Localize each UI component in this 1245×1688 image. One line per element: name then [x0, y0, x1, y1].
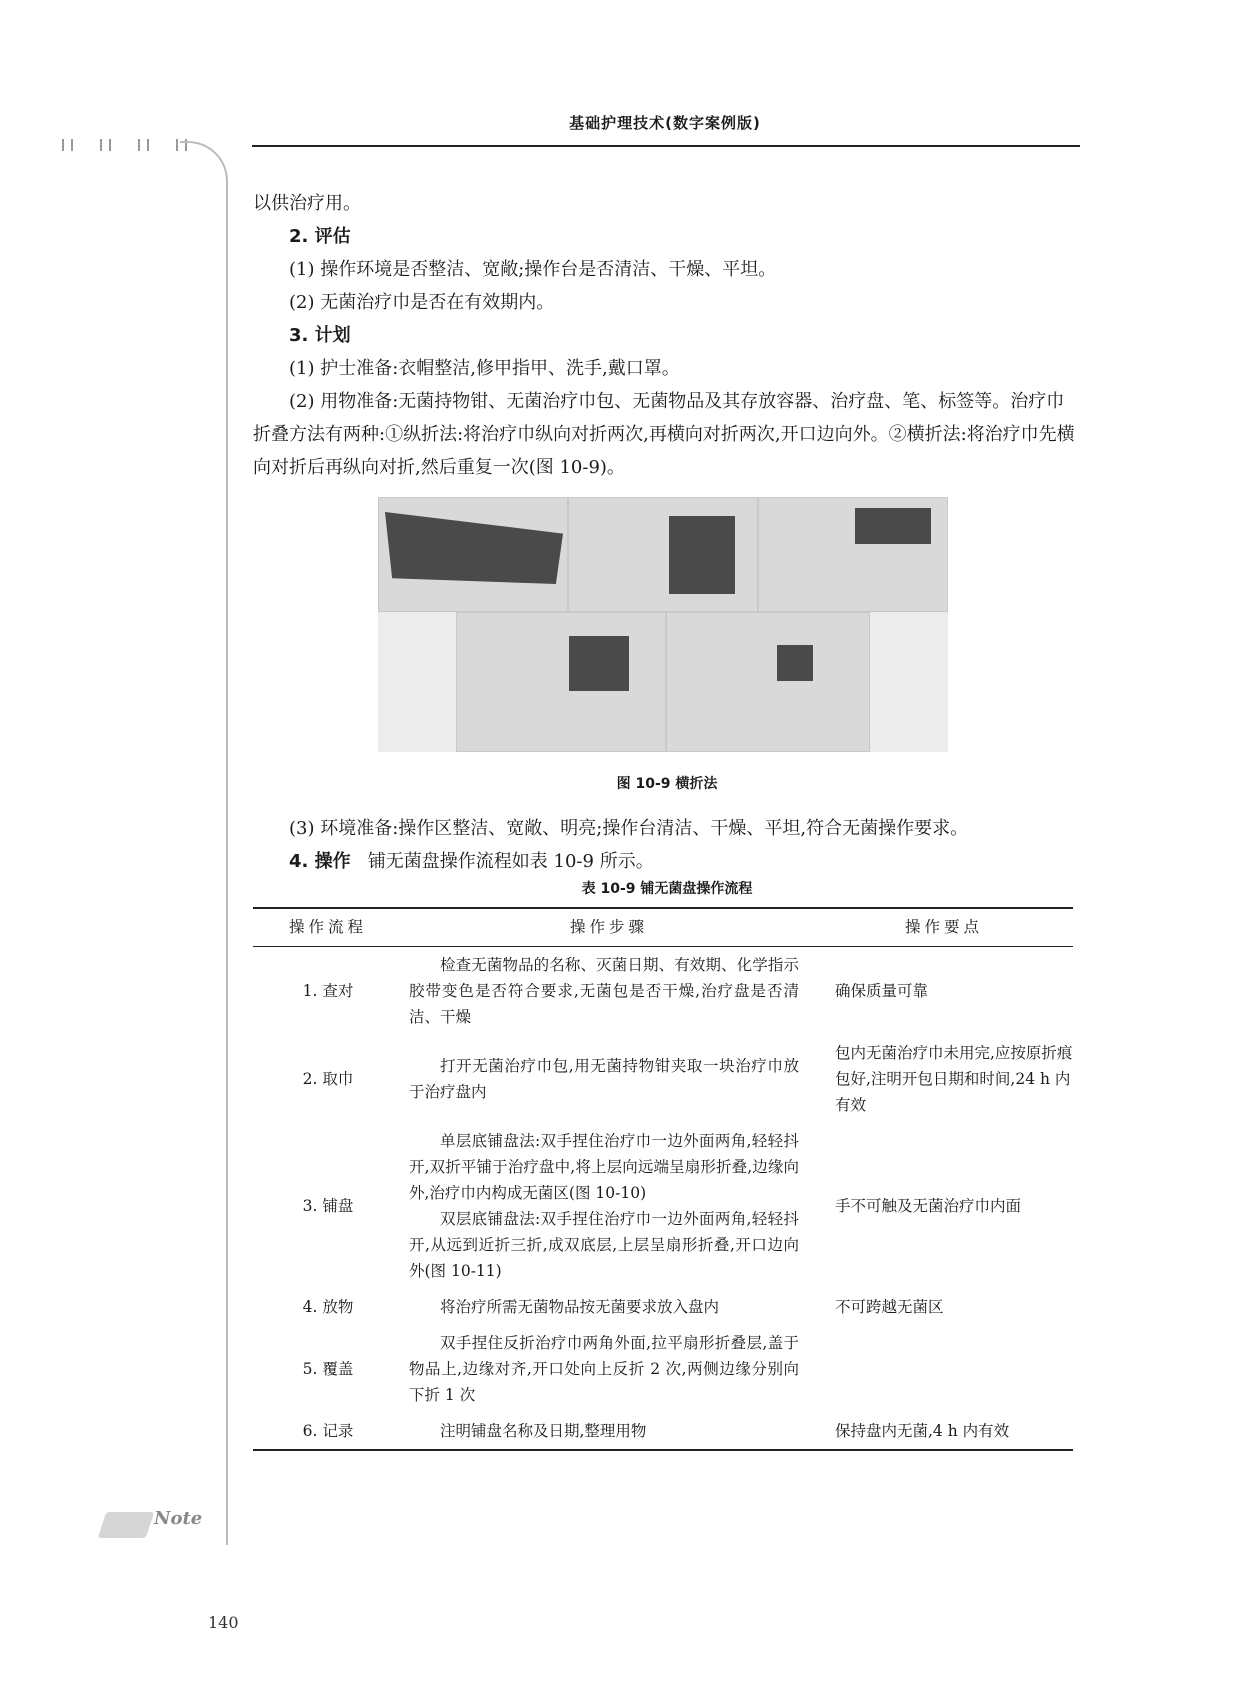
folded-towel [385, 512, 563, 584]
body-text-bottom [253, 812, 1081, 878]
column-header: 操作步骤 [403, 908, 815, 947]
photo-panel [456, 612, 666, 752]
table-row [253, 1289, 1073, 1325]
margin-bar [62, 139, 73, 151]
points-cell: 手不可触及无菌治疗巾内面 [835, 1197, 1022, 1215]
step-text: 注明铺盘名称及日期,整理用物 [440, 1422, 647, 1440]
section-heading-plan: 3. 计划 [289, 325, 351, 346]
operation-intro: 铺无菌盘操作流程如表 10-9 所示。 [367, 851, 654, 872]
flow-cell: 1. 查对 [302, 982, 354, 1000]
steps-cell [403, 1289, 815, 1325]
photo-panel [378, 497, 568, 612]
step-text: 检查无菌物品的名称、灭菌日期、有效期、化学指示胶带变色是否符合要求,无菌包是否干燥,治疗盘是否清洁、干燥 [409, 956, 799, 1026]
steps-cell [403, 947, 815, 1036]
step-text: 单层底铺盘法:双手捏住治疗巾一边外面两角,轻轻抖开,双折平铺于治疗盘中,将上层向远端呈扇形折叠,边缘向外,治疗巾内构成无菌区(图 10-10) [409, 1132, 799, 1202]
figure-caption: 图 10-9 横折法 [616, 776, 718, 792]
steps-cell [403, 1413, 815, 1450]
folded-towel [777, 645, 813, 681]
plan-item: (2) 用物准备:无菌持物钳、无菌治疗巾包、无菌物品及其存放容器、治疗盘、笔、标签等。治疗巾折叠方法有两种:①纵折法:将治疗巾纵向对折两次,再横向对折两次,开口边向外。②横折法:将治疗巾先横向对折后再纵向对折,然后重复一次(图 10-9)。 [253, 391, 1075, 478]
step-text: 将治疗所需无菌物品按无菌要求放入盘内 [440, 1298, 720, 1316]
folded-towel [669, 516, 735, 594]
running-header-title: 基础护理技术(数字案例版) [569, 114, 761, 132]
figure-photo-fold-steps [378, 497, 948, 752]
margin-bar [100, 139, 111, 151]
book-icon [98, 1512, 154, 1538]
points-cell [815, 1325, 1073, 1413]
paragraph-continuation: 以供治疗用。 [253, 193, 361, 214]
table-row [253, 1035, 1073, 1123]
header-rule [252, 145, 1080, 147]
column-header: 操作流程 [253, 908, 403, 947]
section-heading-assessment: 2. 评估 [289, 226, 351, 247]
procedure-table [253, 907, 1073, 1451]
assessment-item: (2) 无菌治疗巾是否在有效期内。 [289, 292, 555, 313]
steps-cell [403, 1325, 815, 1413]
flow-cell: 3. 铺盘 [302, 1197, 354, 1215]
steps-cell [403, 1035, 815, 1123]
plan-item: (1) 护士准备:衣帽整洁,修甲指甲、洗手,戴口罩。 [289, 358, 680, 379]
flow-cell: 6. 记录 [253, 1413, 403, 1450]
margin-line [226, 205, 228, 1545]
folded-towel [855, 508, 931, 544]
table-row [253, 947, 1073, 1036]
points-cell: 保持盘内无菌,4 h 内有效 [815, 1413, 1073, 1450]
note-label: Note [154, 1508, 203, 1529]
table-caption: 表 10-9 铺无菌盘操作流程 [581, 881, 753, 897]
table-row [253, 1123, 1073, 1289]
photo-panel [758, 497, 948, 612]
page-number: 140 [208, 1613, 239, 1632]
body-text-top [253, 187, 1081, 484]
table-header-row [253, 908, 1073, 947]
flow-cell: 5. 覆盖 [302, 1360, 354, 1378]
steps-cell [403, 1123, 815, 1289]
folded-towel [569, 636, 629, 691]
assessment-item: (1) 操作环境是否整洁、宽敞;操作台是否清洁、干燥、平坦。 [289, 259, 777, 280]
step-text: 双层底铺盘法:双手捏住治疗巾一边外面两角,轻轻抖开,从远到近折三折,成双底层,上层呈扇形折叠,开口边向外(图 10-11) [409, 1210, 799, 1280]
photo-panel [568, 497, 758, 612]
table-row [253, 1325, 1073, 1413]
section-heading-operation: 4. 操作 [289, 851, 351, 872]
table-row [253, 1413, 1073, 1450]
flow-cell: 4. 放物 [302, 1298, 354, 1316]
step-text: 打开无菌治疗巾包,用无菌持物钳夹取一块治疗巾放于治疗盘内 [409, 1057, 799, 1101]
margin-bar [138, 139, 149, 151]
points-cell: 确保质量可靠 [835, 982, 929, 1000]
column-header: 操作要点 [815, 908, 1073, 947]
flow-cell: 2. 取巾 [302, 1070, 354, 1088]
step-text: 双手捏住反折治疗巾两角外面,拉平扇形折叠层,盖于物品上,边缘对齐,开口处向上反折 2 次,两侧边缘分别向下折 1 次 [409, 1334, 799, 1404]
points-cell: 不可跨越无菌区 [835, 1298, 944, 1316]
photo-panel [666, 612, 870, 752]
points-cell: 包内无菌治疗巾未用完,应按原折痕包好,注明开包日期和时间,24 h 内有效 [835, 1044, 1073, 1114]
plan-item: (3) 环境准备:操作区整洁、宽敞、明亮;操作台清洁、干燥、平坦,符合无菌操作要求。 [289, 818, 969, 839]
note-margin-mark [96, 1500, 206, 1544]
margin-curve [180, 141, 228, 211]
